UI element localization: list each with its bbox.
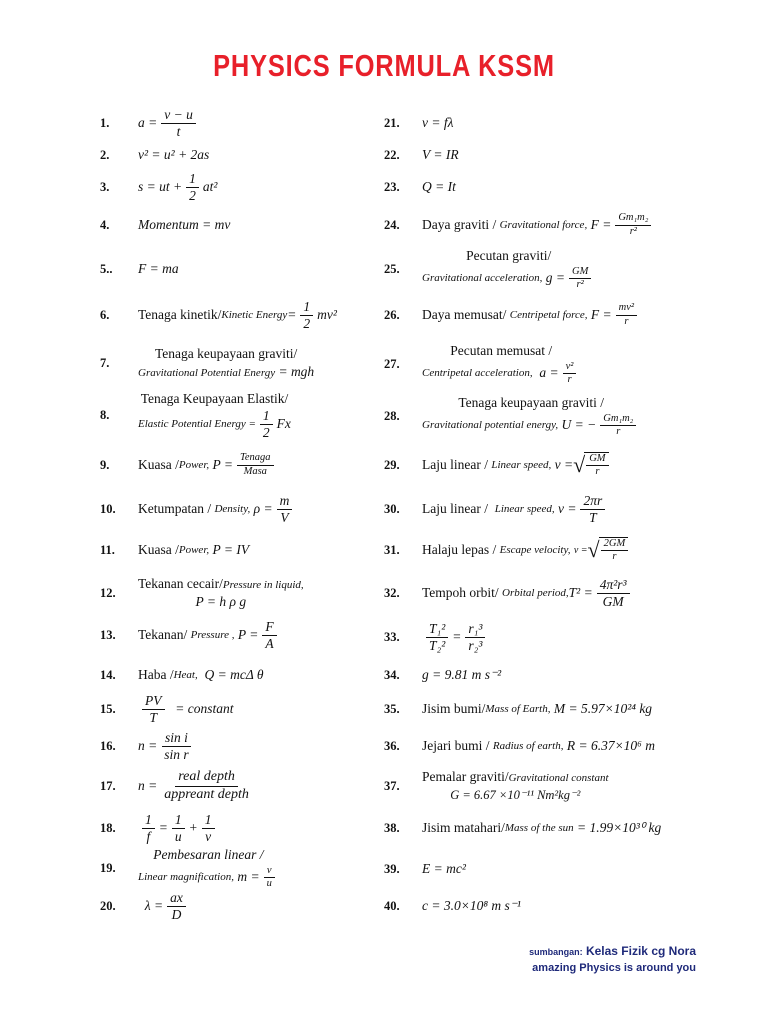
denominator: r <box>624 315 629 327</box>
item-number: 20. <box>100 898 116 913</box>
item-number: 30. <box>384 501 400 516</box>
formula-12 <box>100 577 304 609</box>
label-malay: Tekanan/ <box>138 627 188 642</box>
denominator: v <box>205 828 212 844</box>
label-malay: Pembesaran linear / <box>153 847 264 863</box>
item-number: 35. <box>384 701 400 716</box>
label-english: Orbital period, <box>502 587 569 599</box>
label-malay: Jisim matahari/ <box>422 820 505 835</box>
formula-19 <box>100 847 279 889</box>
formula-27 <box>384 343 580 385</box>
numerator: Gm₁m₂ <box>615 212 651 225</box>
item-number: 4. <box>100 217 110 232</box>
label-english: Gravitational constant <box>508 772 609 785</box>
formula-3 <box>100 172 217 202</box>
formula-text: G = 6.67 ×10⁻¹¹ Nm²kg⁻² <box>450 787 581 802</box>
numerator: Gm₁m₂ <box>600 413 636 426</box>
denominator: r <box>612 551 617 562</box>
formula-text: P = h ρ g <box>195 594 247 609</box>
label-english: Mass of the sun <box>504 822 574 834</box>
numerator: 1 <box>300 299 313 316</box>
item-number: 10. <box>100 501 116 516</box>
label-malay: Tekanan cecair/ <box>138 575 223 591</box>
denominator: u <box>174 828 182 844</box>
formula-23 <box>384 172 456 202</box>
formula-36 <box>384 731 655 761</box>
numerator: 2GM <box>601 538 629 551</box>
item-number: 6. <box>100 307 110 322</box>
numerator: GM <box>569 266 591 279</box>
item-number: 5.. <box>100 261 113 276</box>
formula-35 <box>384 694 652 724</box>
square-root: √ $\frac{2GM}{r}$ <box>588 537 629 563</box>
numerator: v² <box>563 361 577 374</box>
formula-text: Q = It <box>422 179 456 194</box>
item-number: 32. <box>384 585 400 600</box>
item-number: 11. <box>100 542 115 557</box>
label-malay: Jisim bumi/ <box>422 701 486 716</box>
formula-text: U = − <box>561 417 597 432</box>
formula-text: = <box>452 629 462 644</box>
item-number: 28. <box>384 408 400 423</box>
numerator: PV <box>142 693 165 710</box>
formula-text: P = IV <box>212 542 250 557</box>
formula-text: g = 9.81 m s⁻² <box>422 667 502 682</box>
item-number: 39. <box>384 861 400 876</box>
label-malay: Pemalar graviti/ <box>422 769 509 785</box>
denominator: r² <box>576 278 584 290</box>
label-english: Mass of Earth, <box>485 703 551 715</box>
numerator: r₁³ <box>465 621 485 638</box>
label-malay: Tenaga keupayaan graviti / <box>458 395 604 411</box>
credit-line <box>529 944 696 958</box>
formula-text: P = <box>237 627 259 642</box>
formula-text: P = <box>212 457 233 472</box>
item-number: 36. <box>384 738 400 753</box>
formula-39 <box>384 854 466 884</box>
item-number: 1. <box>100 115 110 130</box>
formula-33 <box>384 622 489 652</box>
formula-text: v = <box>573 544 588 556</box>
label-malay: Tempoh orbit/ <box>422 585 499 600</box>
label-english: Elastic Potential Energy = <box>138 417 256 430</box>
label-malay: Laju linear / <box>422 501 488 516</box>
item-number: 19. <box>100 860 116 875</box>
formula-text: m = <box>237 869 260 884</box>
item-number: 24. <box>384 217 400 232</box>
formula-4 <box>100 210 230 240</box>
formula-text: v = fλ <box>422 115 454 130</box>
label-english: Linear speed, <box>494 503 555 515</box>
formula-text: = 1.99×10³⁰ kg <box>576 820 662 835</box>
denominator: 2 <box>262 424 270 440</box>
formula-text: R = 6.37×10⁶ m <box>566 738 656 753</box>
label-malay: Jejari bumi / <box>422 738 490 753</box>
label-english: Heat, <box>173 669 198 681</box>
formula-30 <box>384 494 609 524</box>
item-number: 2. <box>100 147 110 162</box>
formula-13 <box>100 620 281 650</box>
item-number: 13. <box>100 627 116 642</box>
formula-6 <box>100 300 337 330</box>
denominator: A <box>265 635 274 651</box>
label-english: Escape velocity, <box>499 544 571 556</box>
numerator: ax <box>167 890 186 907</box>
tagline: amazing Physics is around you <box>532 962 696 974</box>
formula-34 <box>384 660 501 690</box>
formula-text: Fx <box>276 416 291 431</box>
formula-9 <box>100 450 278 480</box>
formula-21 <box>384 108 453 138</box>
formula-text: = mgh <box>278 364 315 379</box>
numerator: F <box>262 619 276 636</box>
formula-text: a = <box>138 115 158 130</box>
label-english: Pressure , <box>190 629 235 641</box>
denominator: r <box>616 425 621 437</box>
numerator: GM <box>586 453 608 466</box>
formula-15 <box>100 694 233 724</box>
item-number: 25. <box>384 261 400 276</box>
numerator: 1 <box>172 812 185 829</box>
formula-26 <box>384 300 641 330</box>
formula-2 <box>100 140 209 170</box>
item-number: 23. <box>384 179 400 194</box>
formula-29 <box>384 450 609 480</box>
label-english: Gravitational acceleration, <box>422 271 543 284</box>
formula-text: V = IR <box>422 147 459 162</box>
credit-label: sumbangan: <box>529 947 583 957</box>
numerator: v <box>264 865 275 878</box>
formula-20 <box>100 891 190 921</box>
item-number: 29. <box>384 457 400 472</box>
label-english: Linear magnification, <box>138 870 234 883</box>
item-number: 31. <box>384 542 400 557</box>
formula-text: = <box>287 307 297 322</box>
item-number: 37. <box>384 778 400 793</box>
label-malay: Daya memusat/ <box>422 307 507 322</box>
credit-author: Kelas Fizik cg Nora <box>585 944 696 958</box>
item-number: 38. <box>384 820 400 835</box>
formula-text: v = <box>554 457 574 472</box>
formula-text: Momentum = mv <box>138 217 231 232</box>
numerator: real depth <box>175 769 238 786</box>
formula-text: E = mc² <box>422 861 466 876</box>
item-number: 17. <box>100 778 116 793</box>
label-english: Linear speed, <box>491 459 552 471</box>
item-number: 34. <box>384 667 400 682</box>
item-number: 27. <box>384 356 400 371</box>
item-number: 9. <box>100 457 110 472</box>
label-malay: Tenaga Keupayaan Elastik/ <box>140 390 289 406</box>
label-malay: Daya graviti / <box>422 217 497 232</box>
label-english: Centripetal acceleration, <box>422 366 533 379</box>
label-english: Centripetal force, <box>509 309 588 321</box>
formula-10 <box>100 494 296 524</box>
formula-text: ρ = <box>253 501 273 516</box>
formula-18 <box>100 813 219 843</box>
formula-32 <box>384 578 634 608</box>
numerator: 1 <box>142 812 155 829</box>
formula-14 <box>100 660 264 690</box>
item-number: 40. <box>384 898 400 913</box>
numerator: sin i <box>162 730 191 747</box>
denominator: r² <box>629 225 637 237</box>
formula-text: F = <box>590 307 612 322</box>
formula-40 <box>384 891 521 921</box>
label-english: Gravitational force, <box>499 219 588 231</box>
label-malay: Halaju lepas / <box>422 542 497 557</box>
denominator: r₂³ <box>468 637 483 653</box>
label-english: Gravitational Potential Energy <box>138 367 276 379</box>
item-number: 8. <box>100 407 110 422</box>
item-number: 3. <box>100 179 110 194</box>
formula-text: F = <box>590 217 612 232</box>
label-malay: Haba / <box>138 667 174 682</box>
label-english: Pressure in liquid, <box>222 578 304 591</box>
formula-text: n = <box>138 778 158 793</box>
formula-text: mv² <box>317 307 337 322</box>
denominator: f <box>146 828 151 844</box>
item-number: 18. <box>100 820 116 835</box>
numerator: 2πr <box>580 493 605 510</box>
numerator: 1 <box>202 812 215 829</box>
formula-38 <box>384 813 661 843</box>
label-english: Density, <box>214 503 251 515</box>
denominator: r <box>595 466 600 477</box>
numerator: v − u <box>161 107 196 124</box>
denominator: T <box>149 709 157 725</box>
item-number: 26. <box>384 307 400 322</box>
formula-17 <box>100 771 256 801</box>
square-root: √ $\frac{GM}{r}$ <box>573 452 608 478</box>
formula-text: at² <box>202 179 218 194</box>
denominator: u <box>266 877 272 889</box>
formula-text: n = <box>138 738 158 753</box>
item-number: 7. <box>100 355 110 370</box>
numerator: 1 <box>260 408 273 425</box>
numerator: mv² <box>616 302 637 315</box>
item-number: 12. <box>100 585 116 600</box>
label-malay: Ketumpatan / <box>138 501 212 516</box>
formula-text: = <box>158 820 168 835</box>
item-number: 33. <box>384 629 400 644</box>
formula-text: T² = <box>568 585 593 600</box>
label-malay: Pecutan memusat / <box>450 343 553 359</box>
formula-text: c = 3.0×10⁸ m s⁻¹ <box>422 898 521 913</box>
page-title: PHYSICS FORMULA KSSM <box>213 48 555 83</box>
label-malay: Pecutan graviti/ <box>466 248 552 264</box>
denominator: t <box>176 123 181 139</box>
item-number: 16. <box>100 738 116 753</box>
label-malay: Tenaga keupayaan graviti/ <box>154 345 298 361</box>
formula-16 <box>100 731 196 761</box>
formula-text: F = ma <box>138 261 179 276</box>
label-malay: Kuasa / <box>138 457 179 472</box>
numerator: Tenaga <box>237 452 274 465</box>
label-english: Kinetic Energy <box>221 309 288 321</box>
formula-1 <box>100 108 200 138</box>
denominator: 2 <box>303 315 311 331</box>
formula-24 <box>384 210 655 240</box>
numerator: 4π²r³ <box>597 577 630 594</box>
item-number: 21. <box>384 115 400 130</box>
formula-37 <box>384 769 609 803</box>
denominator: D <box>171 906 182 922</box>
numerator: T₁² <box>426 621 448 638</box>
denominator: V <box>280 509 289 525</box>
denominator: GM <box>602 593 624 609</box>
denominator: Masa <box>243 465 267 477</box>
label-english: Power, <box>178 544 210 556</box>
formula-text: λ = <box>144 898 164 913</box>
formula-28 <box>384 395 640 437</box>
label-malay: Tenaga kinetik/ <box>138 307 222 322</box>
denominator: sin r <box>164 746 189 762</box>
label-malay: Kuasa / <box>138 542 179 557</box>
denominator: r <box>567 373 572 385</box>
formula-text: v = <box>558 501 577 516</box>
formula-25 <box>384 248 595 290</box>
item-number: 15. <box>100 701 116 716</box>
formula-text: + <box>188 820 198 835</box>
item-number: 22. <box>384 147 400 162</box>
formula-text: s = ut + <box>138 179 183 194</box>
denominator: appreant depth <box>164 786 249 802</box>
item-number: 14. <box>100 667 116 682</box>
formula-31 <box>384 535 628 565</box>
formula-text: = constant <box>175 701 234 716</box>
label-english: Radius of earth, <box>492 740 564 752</box>
formula-text: a = <box>539 365 559 380</box>
formula-text: Q = mcΔ θ <box>204 667 264 682</box>
denominator: T₂² <box>429 637 446 653</box>
formula-8 <box>100 390 291 440</box>
formula-7 <box>100 347 314 379</box>
formula-text: v² = u² + 2as <box>138 147 210 162</box>
denominator: T <box>589 509 597 525</box>
formula-5 <box>100 254 179 284</box>
label-english: Power, <box>178 459 210 471</box>
formula-22 <box>384 140 459 170</box>
label-malay: Laju linear / <box>422 457 488 472</box>
numerator: m <box>277 493 293 510</box>
formula-11 <box>100 535 249 565</box>
label-english: Gravitational potential energy, <box>422 418 559 431</box>
formula-text: M = 5.97×10²⁴ kg <box>553 701 653 716</box>
numerator: 1 <box>186 171 199 188</box>
denominator: 2 <box>189 187 196 203</box>
formula-text: g = <box>545 270 565 285</box>
